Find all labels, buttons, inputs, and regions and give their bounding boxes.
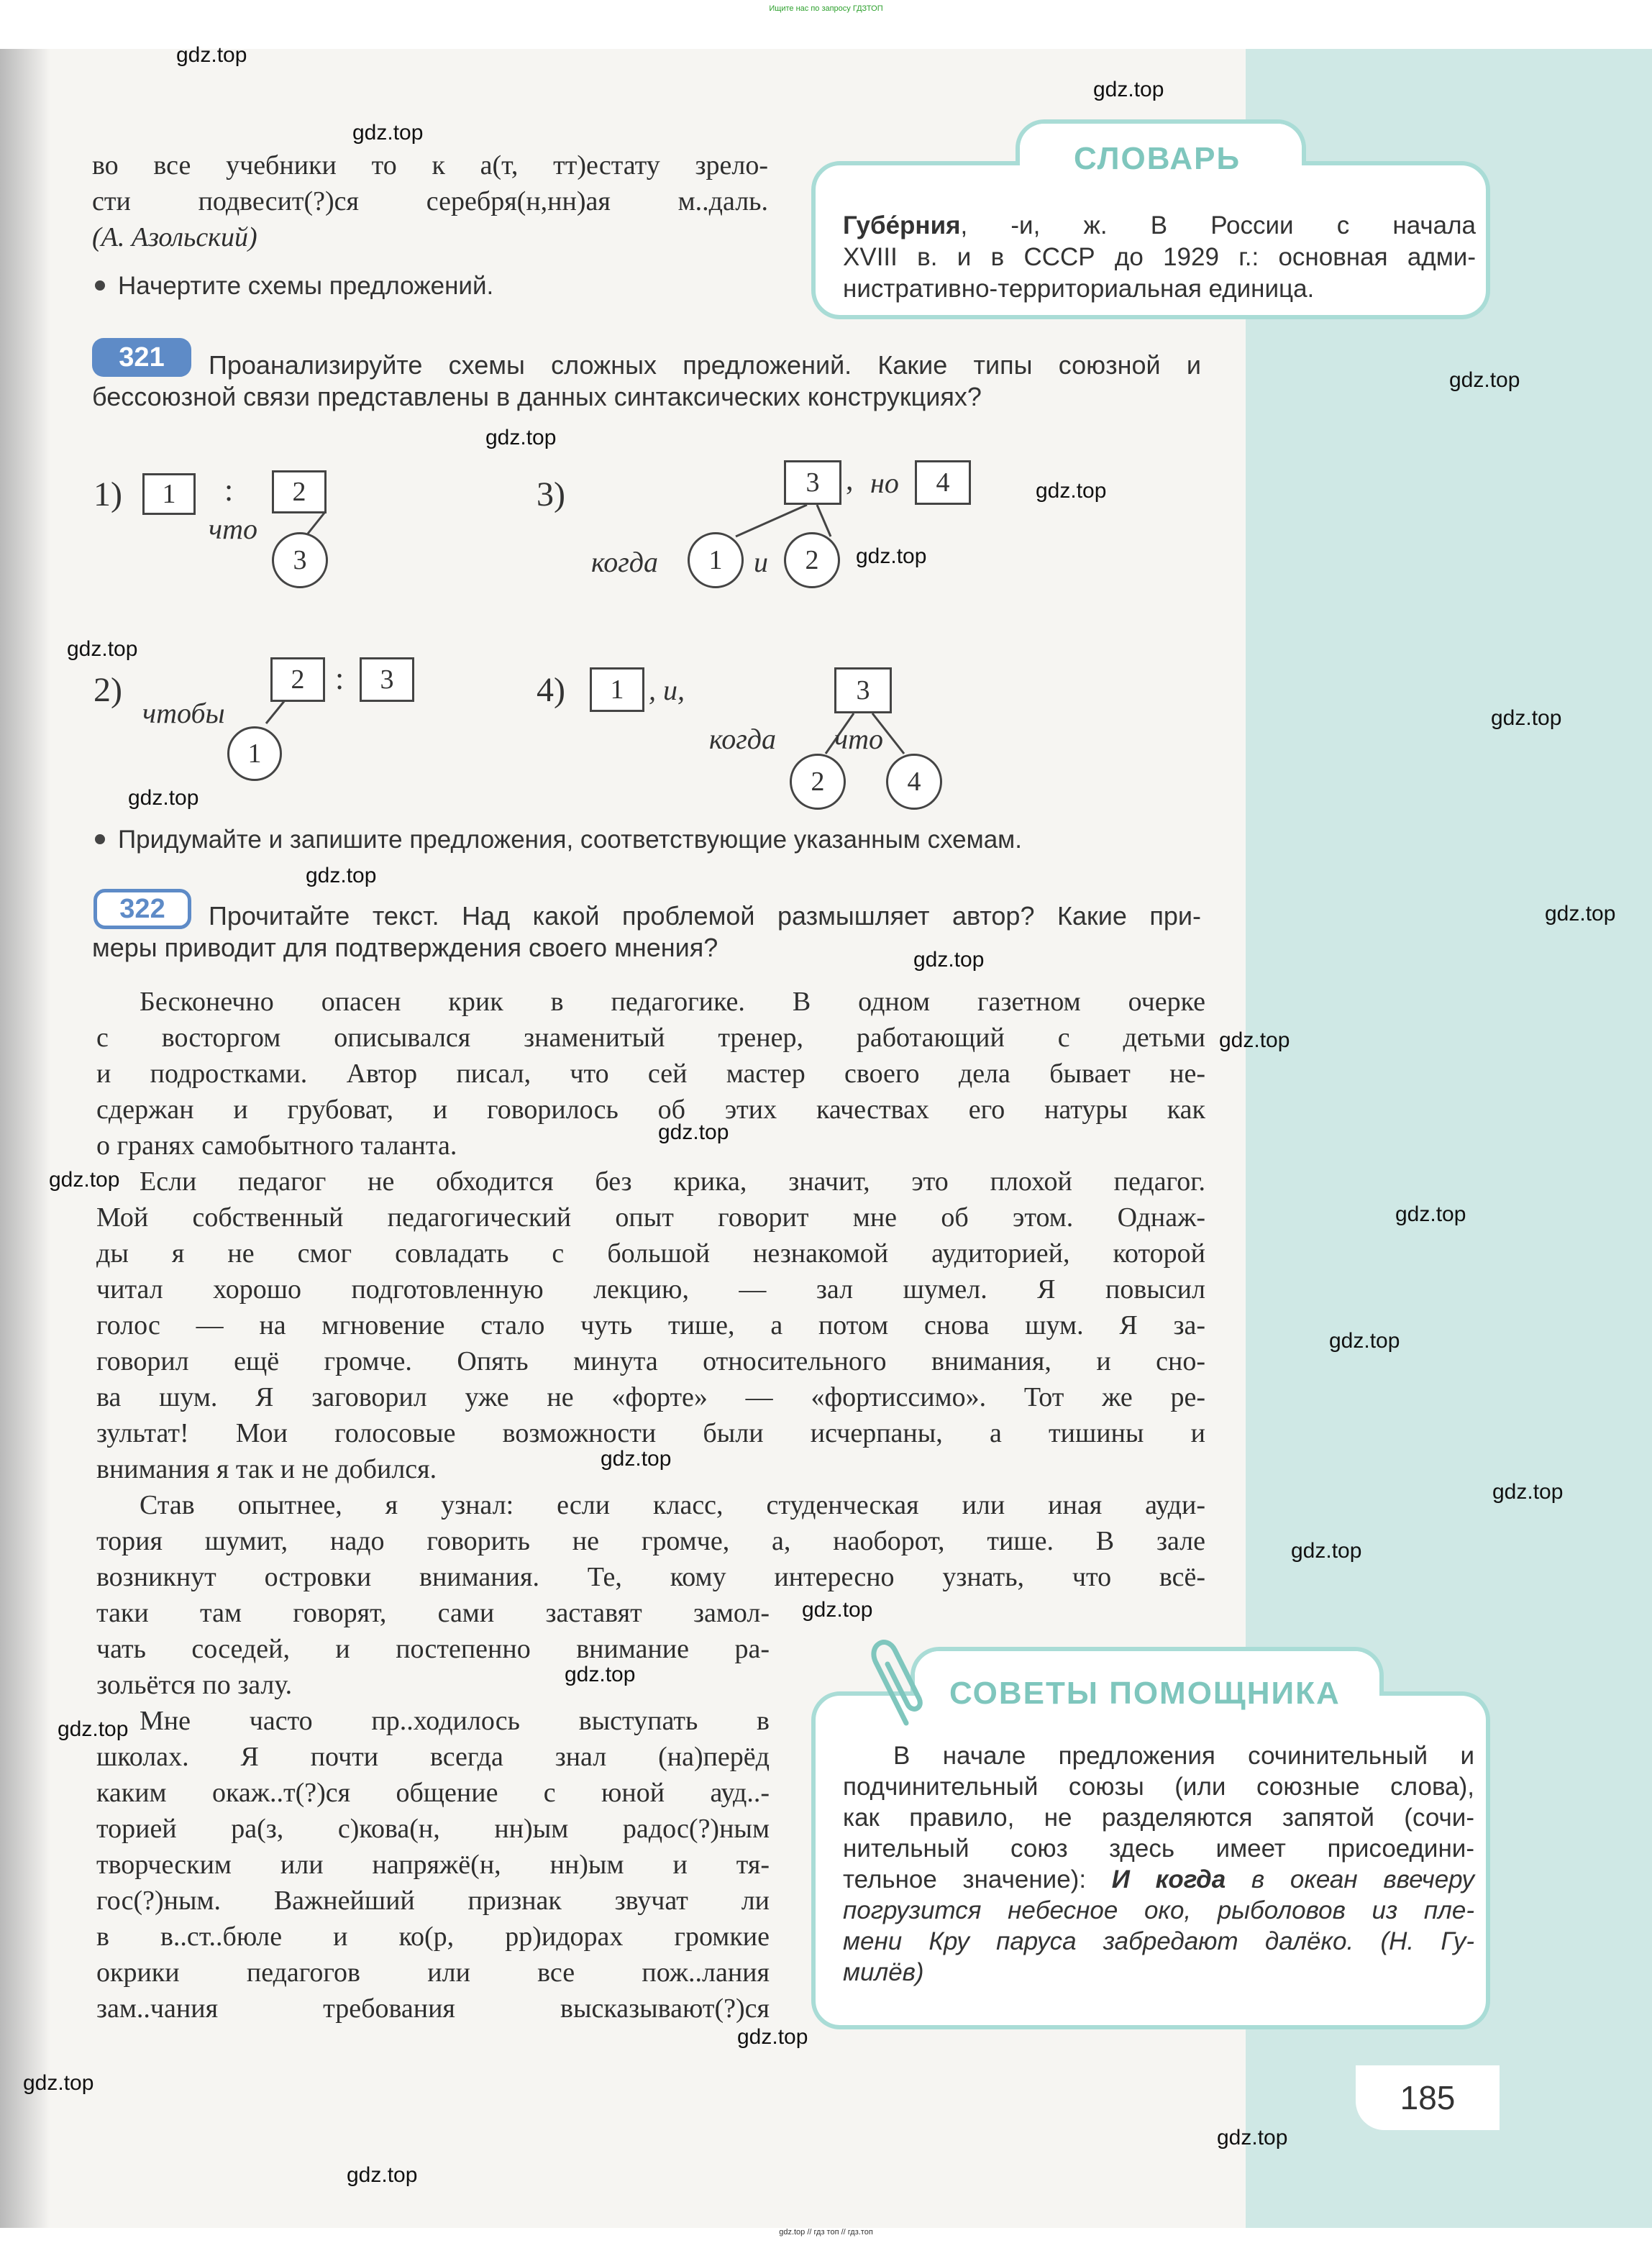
text-line: меры приводит для подтверждения своего мнения?: [92, 933, 718, 962]
scheme-2-label: 2): [93, 671, 122, 709]
text-line: читал хорошо подготовленную лекцию, — зал шумел. Я повысил: [96, 1274, 1205, 1305]
footer-note: gdz.top // гдз топ // гдз.топ: [779, 2228, 873, 2237]
exercise-number-322: 322: [93, 889, 191, 929]
text-line: подчинительный союзы (или союзные слова),: [843, 1773, 1474, 1801]
text-line: погрузится небесное око, рыболовов из пле-: [843, 1896, 1474, 1924]
scheme-3-conjunction-but: но: [870, 467, 899, 499]
watermark: gdz.top: [128, 786, 199, 810]
main-text: [96, 984, 1205, 1595]
scheme-3-circle-1: 1: [688, 532, 744, 588]
text-line: милёв): [843, 1958, 924, 1986]
watermark: gdz.top: [658, 1120, 729, 1144]
text-line: тельное значение):: [843, 1865, 1112, 1893]
watermark: gdz.top: [1329, 1329, 1400, 1353]
text-line: чать соседей, и постепенно внимание ра-: [96, 1634, 770, 1664]
scheme-2-box-2: 2: [270, 657, 325, 702]
watermark: gdz.top: [802, 1598, 873, 1622]
exercise-322-text-cont: [92, 932, 1142, 964]
scheme-2-circle-1: 1: [227, 726, 282, 781]
tips-title: СОВЕТЫ ПОМОЩНИКА: [949, 1676, 1341, 1711]
text-line: окрики педагогов или все пож..лания: [96, 1958, 770, 1988]
scheme-4-box-1: 1: [590, 667, 644, 712]
text-line: мени Кру паруса забредают далёко. (Н. Гу-: [843, 1927, 1474, 1955]
page-number: 185: [1356, 2065, 1500, 2130]
text-line: Прочитайте текст. Над какой проблемой размышляет автор? Какие при-: [209, 901, 1201, 931]
exercise-322-text: [209, 900, 1201, 932]
text-line: с восторгом описывался знаменитый тренер, работающий с детьми: [96, 1023, 1205, 1053]
watermark: gdz.top: [306, 864, 377, 887]
text-line: В начале предложения сочинительный и: [893, 1742, 1474, 1770]
watermark: gdz.top: [347, 2163, 418, 2187]
text-line: зам..чания требования высказывают(?)ся: [96, 1993, 770, 2024]
dictionary-definition: XVIII в. и в СССР до 1929 г.: основная адми-: [843, 243, 1476, 271]
watermark: gdz.top: [1491, 706, 1562, 730]
scheme-1-box-2: 2: [272, 470, 327, 513]
scheme-4-circle-2: 2: [790, 754, 846, 810]
watermark: gdz.top: [1545, 902, 1616, 926]
watermark: gdz.top: [352, 121, 424, 145]
watermark: gdz.top: [856, 544, 927, 568]
task-text: Начертите схемы предложений.: [118, 272, 494, 300]
scheme-4-conjunction: , и,: [649, 674, 685, 706]
watermark: gdz.top: [601, 1447, 672, 1471]
scheme-4-box-3: 3: [834, 667, 892, 713]
watermark: gdz.top: [1219, 1028, 1290, 1052]
scheme-1-box-1: 1: [142, 473, 196, 515]
text-line: Мой собственный педагогический опыт говорит мне об этом. Однаж-: [96, 1202, 1205, 1233]
watermark: gdz.top: [58, 1717, 129, 1741]
text-line: нительный союз здесь имеет присоедини-: [843, 1835, 1474, 1863]
text-line: тория шумит, надо говорить не громче, а, наоборот, тише. В зале: [96, 1526, 1205, 1556]
watermark: gdz.top: [485, 426, 557, 449]
scheme-2-conjunction: чтобы: [142, 697, 225, 729]
tips-text: [843, 1740, 1474, 1988]
text-line: ды я не смог совладать с большой незнакомой аудиторией, которой: [96, 1238, 1205, 1269]
task-bullet: [95, 826, 1022, 854]
watermark: gdz.top: [1395, 1202, 1466, 1226]
scheme-4-label: 4): [537, 671, 565, 709]
text-line: сти подвесит(?)ся серебря(н,нн)ая м..даль.: [92, 186, 768, 216]
header-note: Ищите нас по запросу ГДЗТОП: [769, 4, 883, 13]
text-line: школах. Я почти всегда знал (на)перёд: [96, 1742, 770, 1772]
scheme-4-circle-4: 4: [886, 754, 942, 810]
watermark: gdz.top: [1093, 78, 1164, 101]
watermark: gdz.top: [1492, 1480, 1564, 1504]
watermark: gdz.top: [49, 1168, 120, 1192]
scheme-3-box-4: 4: [915, 460, 971, 505]
text-line: возникнут островки внимания. Те, кому интересно узнать, что всё-: [96, 1562, 1205, 1592]
scheme-3-comma: ,: [846, 464, 854, 497]
scheme-3-box-3: 3: [784, 460, 841, 505]
scheme-4-conjunction-when: когда: [709, 723, 777, 755]
text-line: каким окаж..т(?)ся общение с юной ауд..-: [96, 1778, 770, 1808]
text-line: Бесконечно опасен крик в педагогике. В одном газетном очерке: [140, 987, 1205, 1017]
watermark: gdz.top: [176, 43, 247, 67]
text-line: Если педагог не обходится без крика, значит, это плохой педагог.: [140, 1166, 1205, 1197]
exercise-number-321: 321: [92, 338, 191, 377]
paperclip-icon: [862, 1630, 926, 1730]
watermark: gdz.top: [23, 2071, 94, 2095]
scheme-3-and: и: [754, 546, 768, 578]
text-line: Мне часто пр..ходилось выступать в: [140, 1706, 770, 1736]
scheme-1-circle-3: 3: [272, 532, 328, 588]
text-line: таки там говорят, сами заставят замол-: [96, 1598, 770, 1628]
text-line: как правило, не разделяются запятой (сочи-: [843, 1804, 1474, 1832]
scheme-1-label: 1): [93, 475, 122, 513]
scheme-4-conjunction-what: что: [834, 723, 883, 755]
scheme-3-label: 3): [537, 475, 565, 513]
text-line: творческим или напряжё(н, нн)ым и тя-: [96, 1850, 770, 1880]
watermark: gdz.top: [1449, 368, 1520, 392]
scheme-1-colon: :: [224, 472, 234, 508]
text-line: голос — на мгновение стало чуть тише, а потом снова шум. Я за-: [96, 1310, 1205, 1340]
scheme-2-box-3: 3: [360, 657, 414, 702]
author: (А. Азольский): [92, 222, 257, 252]
text-line: говорил ещё громче. Опять минута относительного внимания, и сно-: [96, 1346, 1205, 1376]
text-line: о гранях самобытного таланта.: [96, 1130, 457, 1161]
text-line: сдержан и грубоват, и говорилось об этих качествах его натуры как: [96, 1095, 1205, 1125]
text-line: во все учебники то к а(т, тт)естату зрело-: [92, 150, 768, 181]
watermark: gdz.top: [67, 637, 138, 661]
text-line: внимания я так и не добился.: [96, 1454, 437, 1484]
scheme-3-circle-2: 2: [784, 532, 840, 588]
text-line: ва шум. Я заговорил уже не «форте» — «фортиссимо». Тот же ре-: [96, 1382, 1205, 1412]
watermark: gdz.top: [1036, 479, 1107, 503]
watermark: gdz.top: [1217, 2126, 1288, 2150]
scheme-3-conjunction-when: когда: [591, 546, 659, 578]
example-bold: И когда: [1111, 1865, 1226, 1893]
text-line: и подростками. Автор писал, что сей мастер своего дела бывает не-: [96, 1059, 1205, 1089]
watermark: gdz.top: [1291, 1539, 1362, 1563]
text-line: гос(?)ным. Важнейший признак звучат ли: [96, 1886, 770, 1916]
watermark: gdz.top: [913, 948, 985, 972]
main-text-narrow: [96, 1595, 770, 2027]
text-line: Став опытнее, я узнал: если класс, студенческая или иная ауди-: [140, 1490, 1205, 1520]
scheme-1-conjunction: что: [209, 513, 257, 545]
watermark: gdz.top: [565, 1663, 636, 1686]
dictionary-definition: нистративно-территориальная единица.: [843, 275, 1315, 303]
watermark: gdz.top: [737, 2025, 808, 2049]
example-italic: в океан ввечеру: [1226, 1865, 1474, 1893]
text-line: Проанализируйте схемы сложных предложений. Какие типы союзной и: [209, 350, 1201, 380]
text-line: торией ра(з, с)кова(н, нн)ым радос(?)ным: [96, 1814, 770, 1844]
dictionary-definition: , -и, ж. В России с начала: [960, 211, 1476, 239]
text-line: в в..ст..бюле и ко(р, рр)идорах громкие: [96, 1922, 770, 1952]
scheme-2-colon: :: [335, 661, 344, 696]
text-line: бессоюзной связи представлены в данных синтаксических конструкциях?: [92, 382, 982, 411]
dictionary-title: СЛОВАРЬ: [1074, 141, 1241, 176]
task-text: Придумайте и запишите предложения, соответствующие указанным схемам.: [118, 826, 1022, 854]
text-line: зольётся по залу.: [96, 1670, 293, 1700]
dictionary-term: Губе́рния: [843, 211, 961, 239]
text-line: зультат! Мои голосовые возможности были исчерпаны, а тишины и: [96, 1418, 1205, 1448]
